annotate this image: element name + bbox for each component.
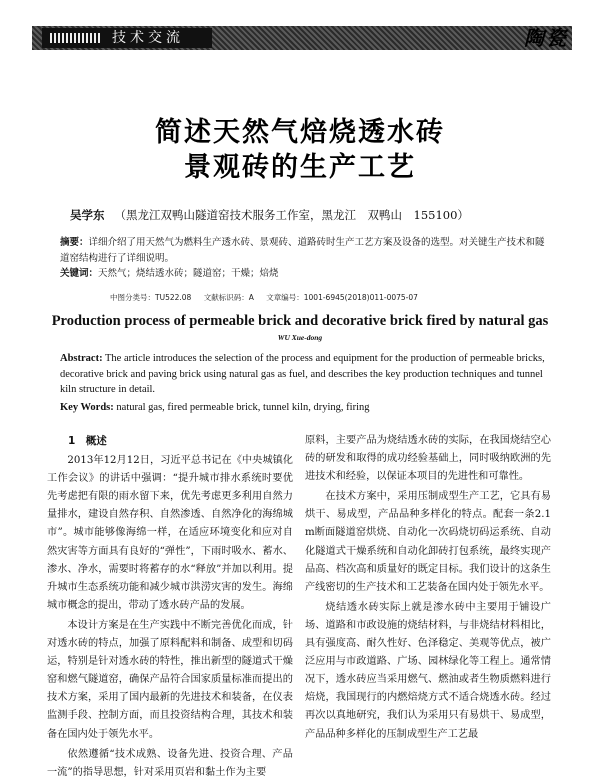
paper-title-line-1: 简述天然气焙烧透水砖 [155, 117, 445, 148]
english-author: WU Xue-dong [277, 333, 323, 342]
english-title: Production process of permeable brick and decorative brick fired by natural gas [51, 313, 549, 329]
keywords-text: 天然气；烧结透水砖；隧道窑；干燥；焙烧 [98, 268, 279, 279]
column-label: 技术交流 [42, 28, 212, 48]
english-abstract-label: Abstract: [60, 353, 103, 364]
section-heading: 1 概述 [68, 435, 107, 447]
chinese-keywords [60, 266, 548, 282]
paragraph: 2013年12月12日，习近平总书记在《中央城镇化工作会议》的讲话中强调：“提升城市排水系统时要优先考虑把有限的雨水留下来，优先考虑更多利用自然力量排水，建设自然存积、自然渗透、自然净化的海绵城市”。城市能够像海绵一样，在适应环境变化和应对自然灾害等方面具有良好的“弹性”，下雨时吸水、蓄水、渗水、净水，需要时将蓄存的水“释放”并加以利用。提升城市生态系统功能和减少城市洪涝灾害的发生。海绵城市概念的提出，带动了透水砖产品的发展。 [47, 455, 293, 611]
document-code: 文献标识码：A [203, 293, 254, 302]
body-right-column [305, 432, 551, 746]
keywords-label: 关键词： [60, 268, 99, 279]
classification-line [110, 292, 530, 303]
article-number: 文章编号：1001-6945(2018)011-0075-07 [266, 293, 418, 302]
abstract-text: 详细介绍了用天然气为燃料生产透水砖、景观砖、道路砖时生产工艺方案及设备的选型。对关键生产技术和隧道窑结构进行了详细说明。 [60, 237, 545, 264]
clc-number: 中图分类号：TU522.08 [110, 293, 192, 302]
paragraph: 原料，主要产品为烧结透水砖的实际，在我国烧结空心砖的研发和取得的成功经验基础上，同时吸纳欧洲的先进技术和经验，以保证本项目的先进性和可靠性。 [305, 435, 551, 483]
body-left-column [47, 432, 293, 784]
abstract-label: 摘要： [60, 237, 89, 248]
author-line [70, 207, 540, 223]
author-name: 吴学东 [70, 208, 105, 222]
english-keywords [60, 400, 548, 415]
paragraph: 依然遵循“技术成熟、设备先进、投资合理、产品一流”的指导思想，针对采用页岩和黏土作为主要 [47, 748, 293, 778]
column-banner [32, 26, 572, 50]
english-keywords-text: natural gas, fired permeable brick, tunnel kiln, drying, firing [116, 402, 370, 413]
paragraph: 本设计方案是在生产实践中不断完善优化而成，针对透水砖的特点，加强了原料配料和制备、成型和切码运，特别是针对透水砖的特性，推出新型的隧道式干燥窑和燃气隧道窑，确保产品符合国家质量标准而提出的技术方案，采用了国内最新的先进技术和装备，在仪表监测手段、控制方面，而且投资结构合理，其技术和装备在国内处于领先水平。 [47, 619, 293, 740]
author-affiliation: （黑龙江双鸭山隧道窑技术服务工作室，黑龙江 双鸭山 155100） [114, 208, 469, 222]
paper-title-line-2: 景观砖的生产工艺 [184, 152, 416, 183]
english-abstract [60, 351, 548, 398]
chinese-abstract [60, 235, 548, 267]
paragraph: 在技术方案中，采用压制成型生产工艺，它具有易烘干、易成型，产品品种多样化的特点。配套一条2.1 m断面隧道窑烘烧、自动化一次码烧切码运系统、自动化隧道式干燥系统和自动化卸砖打包系统，最终实现产品高、档次高和质量好的既定目标。我们设计的这条生产线密切的生产技术和工艺装备在国内处于领先水平。 [305, 491, 551, 593]
journal-logo: 陶瓷 [524, 26, 568, 50]
english-abstract-text: The article introduces the selection of the process and equipment for the production of permeable bricks, decorative brick and paving brick using natural gas as fuel, and describes the key production techniques and tunnel kiln structure in detail. [60, 353, 545, 395]
english-keywords-label: Key Words: [60, 402, 114, 413]
paragraph: 烧结透水砖实际上就是渗水砖中主要用于铺设广场、道路和市政设施的烧结材料，与非烧结材料相比，具有强度高、耐久性好、色泽稳定、美观等优点，被广泛应用与市政道路、广场、园林绿化等工程上。通常情况下，透水砖应当采用燃气、燃油或者生物质燃料进行焙烧，我国现行的内燃焙烧方式不适合烧透水砖。经过再次以真地研究，我们认为采用只有易烘干、易成型，产品品种多样化的压制成型生产工艺最 [305, 601, 551, 740]
